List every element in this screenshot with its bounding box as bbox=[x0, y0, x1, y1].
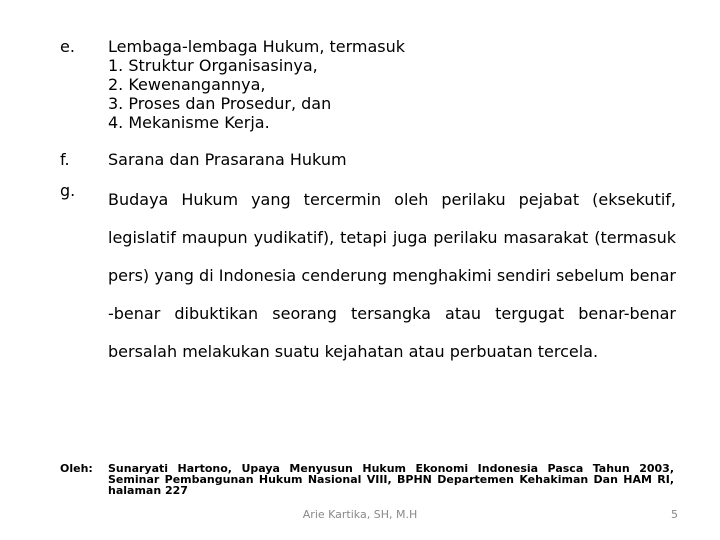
item-g-marker: g. bbox=[60, 181, 76, 200]
item-e-sub-3: 3. Proses dan Prosedur, dan bbox=[108, 94, 332, 113]
source-label: Oleh: bbox=[60, 462, 93, 475]
item-f-marker: f. bbox=[60, 150, 70, 169]
source-text: Sunaryati Hartono, Upaya Menyusun Hukum Ekonomi Indonesia Pasca Tahun 2003, Seminar Pembangunan Hukum Nasional VIII, BPHN Departemen Kehakiman Dan HAM RI, halaman 227 bbox=[108, 462, 674, 497]
item-e-marker: e. bbox=[60, 37, 75, 56]
page-number: 5 bbox=[671, 508, 678, 521]
source-citation bbox=[60, 463, 674, 496]
item-e-title: Lembaga-lembaga Hukum, termasuk bbox=[108, 37, 406, 56]
item-e-content bbox=[108, 37, 405, 132]
item-g-text: Budaya Hukum yang tercermin oleh perilaku pejabat (eksekutif, legislatif maupun yudikatif), tetapi juga perilaku masarakat (termasuk pers) yang di Indonesia cenderung menghakimi sendiri sebelum benar -benar dibuktikan seorang tersangka atau tergugat benar-benar bersalah melakukan suatu kejahatan atau perbuatan tercela. bbox=[108, 190, 676, 361]
item-e-sub-1: 1. Struktur Organisasinya, bbox=[108, 56, 318, 75]
item-f-text: Sarana dan Prasarana Hukum bbox=[108, 150, 347, 169]
footer-author: Arie Kartika, SH, M.H bbox=[302, 508, 418, 521]
item-e-sub-4: 4. Mekanisme Kerja. bbox=[108, 113, 270, 132]
item-e-sub-2: 2. Kewenangannya, bbox=[108, 75, 266, 94]
